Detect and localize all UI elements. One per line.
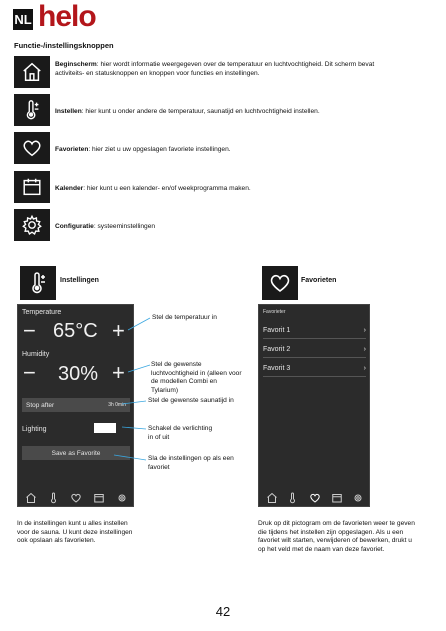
heart-icon (262, 266, 298, 300)
calendar-icon (14, 171, 50, 203)
chevron-right-icon: › (363, 364, 366, 372)
calendar-icon[interactable] (93, 492, 105, 504)
thermometer-icon (20, 266, 56, 300)
row-calendar (14, 171, 434, 203)
page-number: 42 (215, 604, 231, 619)
thermometer-icon (14, 94, 50, 126)
favorites-section-label: Favorieten (301, 277, 337, 284)
row-term: Configuratie (55, 223, 94, 230)
humidity-value: 30% (58, 363, 99, 385)
callout-save: Sla de instellingen op als een favoriet (148, 455, 234, 471)
favorite-item[interactable] (263, 341, 366, 358)
section-title: Functie-/instellingsknoppen (14, 41, 114, 50)
heart-icon[interactable] (309, 492, 321, 504)
callout-lighting: Schakel de verlichting in of uit (148, 425, 213, 441)
humidity-decrease-button[interactable]: − (23, 360, 36, 385)
row-favorites (14, 132, 434, 164)
row-desc: : hier kunt u onder andere de temperatuur, saunatijd en luchtvochtigheid instellen. (81, 108, 320, 115)
language-badge: NL (13, 9, 33, 30)
save-favorite-button[interactable] (22, 446, 130, 460)
callout-humidity: Stel de gewenste luchtvochtigheid in (alleen voor de modellen Combi en Tylarium) (151, 361, 242, 394)
favorites-screen-title: Favorieter (263, 309, 286, 315)
row-desc: : hier wordt informatie weergegeven over de temperatuur en luchtvochtigheid. Dit scherm bevat activiteits- en statusknoppen en knoppen voor functies en instellingen. (55, 61, 375, 77)
stop-after-label: Stop after (26, 401, 55, 409)
favorite-item[interactable] (263, 322, 366, 339)
row-desc: : systeeminstellingen (93, 223, 156, 230)
home-icon[interactable] (25, 492, 37, 504)
row-term: Kalender (55, 185, 84, 192)
favorites-caption: Druk op dit pictogram om de favorieten weer te geven die tijdens het instellen zijn opgeslagen. Als u een favoriet wilt starten, verwijderen of bewerken, drukt u op het veld met de naam van deze favoriet. (258, 520, 415, 553)
gear-icon[interactable] (352, 492, 364, 504)
row-term: Instellen (55, 108, 82, 115)
thermometer-icon[interactable] (48, 492, 60, 504)
humidity-label: Humidity (22, 351, 50, 358)
favorite-item[interactable] (263, 360, 366, 377)
row-settings (14, 94, 434, 126)
row-desc: : hier ziet u uw opgeslagen favoriete instellingen. (88, 146, 231, 153)
favorite-item-label: Favorit 2 (263, 345, 291, 353)
settings-screen (17, 304, 134, 507)
temperature-label: Temperature (22, 309, 62, 316)
temperature-decrease-button[interactable]: − (23, 318, 36, 343)
brand-logo: helo (38, 0, 96, 33)
row-term: Favorieten (55, 146, 89, 153)
save-favorite-label: Save as Favorite (51, 449, 101, 457)
chevron-right-icon: › (363, 326, 366, 334)
settings-caption: In de instellingen kunt u alles instellen voor de sauna. U kunt deze instellingen ook opslaan als favorieten. (17, 520, 133, 545)
row-term: Beginscherm (55, 61, 97, 68)
row-configuration (14, 209, 434, 241)
lighting-toggle[interactable] (94, 423, 116, 433)
callout-temperature: Stel de temperatuur in (152, 314, 217, 321)
lighting-label: Lighting (22, 426, 47, 433)
thermometer-icon[interactable] (287, 492, 299, 504)
favorites-screen (258, 304, 370, 507)
home-icon[interactable] (266, 492, 278, 504)
gear-icon (14, 209, 50, 241)
favorite-item-label: Favorit 1 (263, 326, 291, 334)
favorite-item-label: Favorit 3 (263, 364, 291, 372)
gear-icon[interactable] (116, 492, 128, 504)
settings-section-label: Instellingen (60, 277, 99, 284)
home-icon (14, 56, 50, 88)
bottom-nav (20, 491, 133, 505)
heart-icon[interactable] (70, 492, 82, 504)
callout-time: Stel de gewenste saunatijd in (148, 397, 234, 404)
stop-after-value: 3h 0min (108, 402, 126, 408)
humidity-increase-button[interactable]: + (112, 360, 125, 385)
row-home (14, 56, 434, 88)
row-desc: : hier kunt u een kalender- en/of weekprogramma maken. (83, 185, 251, 192)
bottom-nav (261, 491, 369, 505)
heart-icon (14, 132, 50, 164)
chevron-right-icon: › (363, 345, 366, 353)
calendar-icon[interactable] (331, 492, 343, 504)
temperature-value: 65°C (53, 320, 98, 342)
stop-after-row[interactable] (22, 398, 130, 412)
temperature-increase-button[interactable]: + (112, 318, 125, 343)
